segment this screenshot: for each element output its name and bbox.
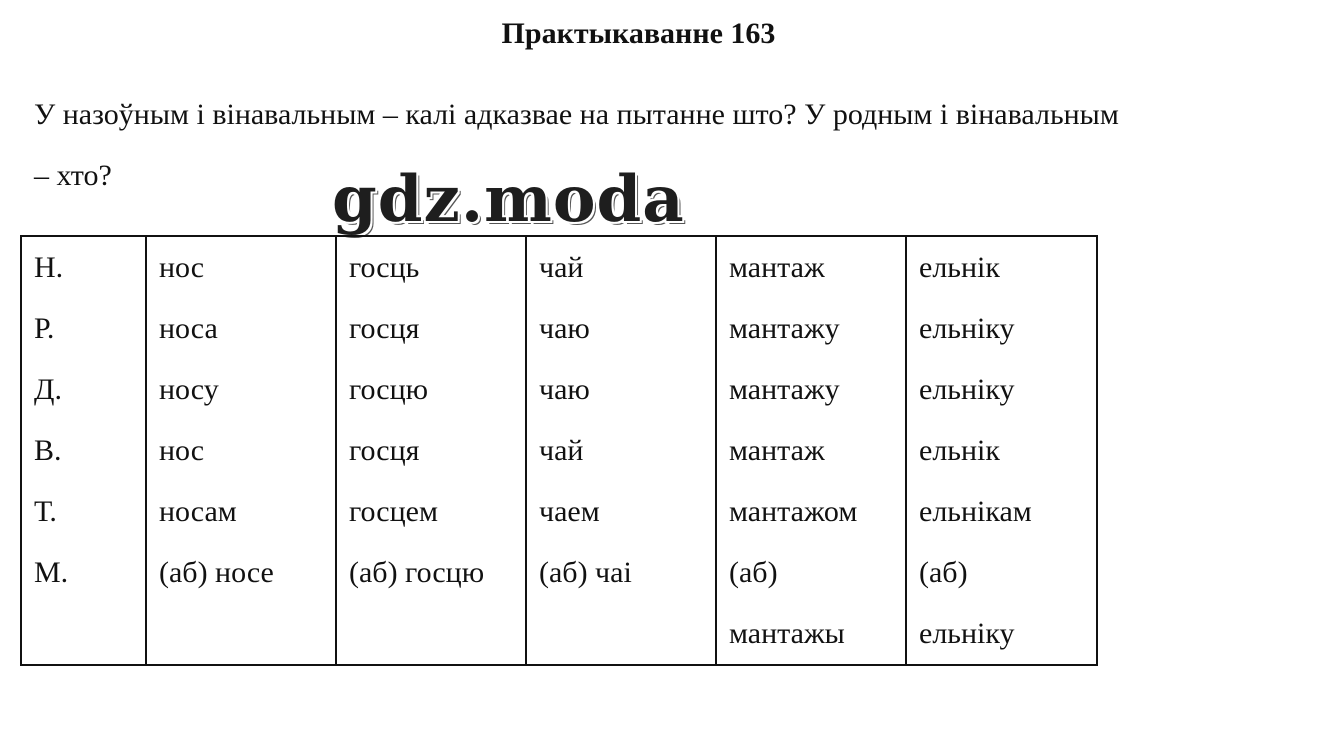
word-form-cell: госця: [336, 298, 526, 359]
word-form-cell: ельнікам: [906, 481, 1097, 542]
word-form-cell: чаю: [526, 298, 716, 359]
table-row: [21, 542, 1097, 603]
word-form-cell: ельніку: [906, 603, 1097, 665]
table-row: [21, 420, 1097, 481]
word-form-cell: носу: [146, 359, 336, 420]
declension-table: [20, 235, 1098, 666]
word-form-cell: госцем: [336, 481, 526, 542]
word-form-cell: чаем: [526, 481, 716, 542]
word-form-cell: мантажы: [716, 603, 906, 665]
case-label-cell: В.: [21, 420, 146, 481]
word-form-cell: (аб) госцю: [336, 542, 526, 603]
word-form-cell: [526, 603, 716, 665]
word-form-cell: нос: [146, 420, 336, 481]
word-form-cell: ельніку: [906, 359, 1097, 420]
word-form-cell: нос: [146, 236, 336, 298]
word-form-cell: носа: [146, 298, 336, 359]
case-label-cell: Р.: [21, 298, 146, 359]
word-form-cell: госцю: [336, 359, 526, 420]
word-form-cell: (аб): [716, 542, 906, 603]
word-form-cell: чаю: [526, 359, 716, 420]
case-label-cell: Т.: [21, 481, 146, 542]
word-form-cell: госця: [336, 420, 526, 481]
case-label-cell: Н.: [21, 236, 146, 298]
word-form-cell: [336, 603, 526, 665]
word-form-cell: [146, 603, 336, 665]
word-form-cell: чай: [526, 236, 716, 298]
word-form-cell: ельнік: [906, 420, 1097, 481]
word-form-cell: мантажом: [716, 481, 906, 542]
declension-table-body: [21, 236, 1097, 665]
word-form-cell: мантаж: [716, 236, 906, 298]
table-row: [21, 359, 1097, 420]
case-label-cell: [21, 603, 146, 665]
word-form-cell: (аб) чаі: [526, 542, 716, 603]
word-form-cell: ельніку: [906, 298, 1097, 359]
table-row: [21, 236, 1097, 298]
word-form-cell: чай: [526, 420, 716, 481]
case-label-cell: М.: [21, 542, 146, 603]
table-row: [21, 481, 1097, 542]
word-form-cell: госць: [336, 236, 526, 298]
exercise-answer-text: У назоўным і вінавальным – калі адказвае на пытанне што? У родным і вінавальным – хто?: [34, 98, 1119, 192]
exercise-title: Практыкаванне 163: [501, 17, 776, 50]
word-form-cell: ельнік: [906, 236, 1097, 298]
word-form-cell: мантаж: [716, 420, 906, 481]
table-row: [21, 603, 1097, 665]
word-form-cell: носам: [146, 481, 336, 542]
word-form-cell: мантажу: [716, 298, 906, 359]
word-form-cell: (аб) носе: [146, 542, 336, 603]
case-label-cell: Д.: [21, 359, 146, 420]
watermark-logo: gdz.moda: [332, 162, 685, 237]
word-form-cell: мантажу: [716, 359, 906, 420]
word-form-cell: (аб): [906, 542, 1097, 603]
table-row: [21, 298, 1097, 359]
